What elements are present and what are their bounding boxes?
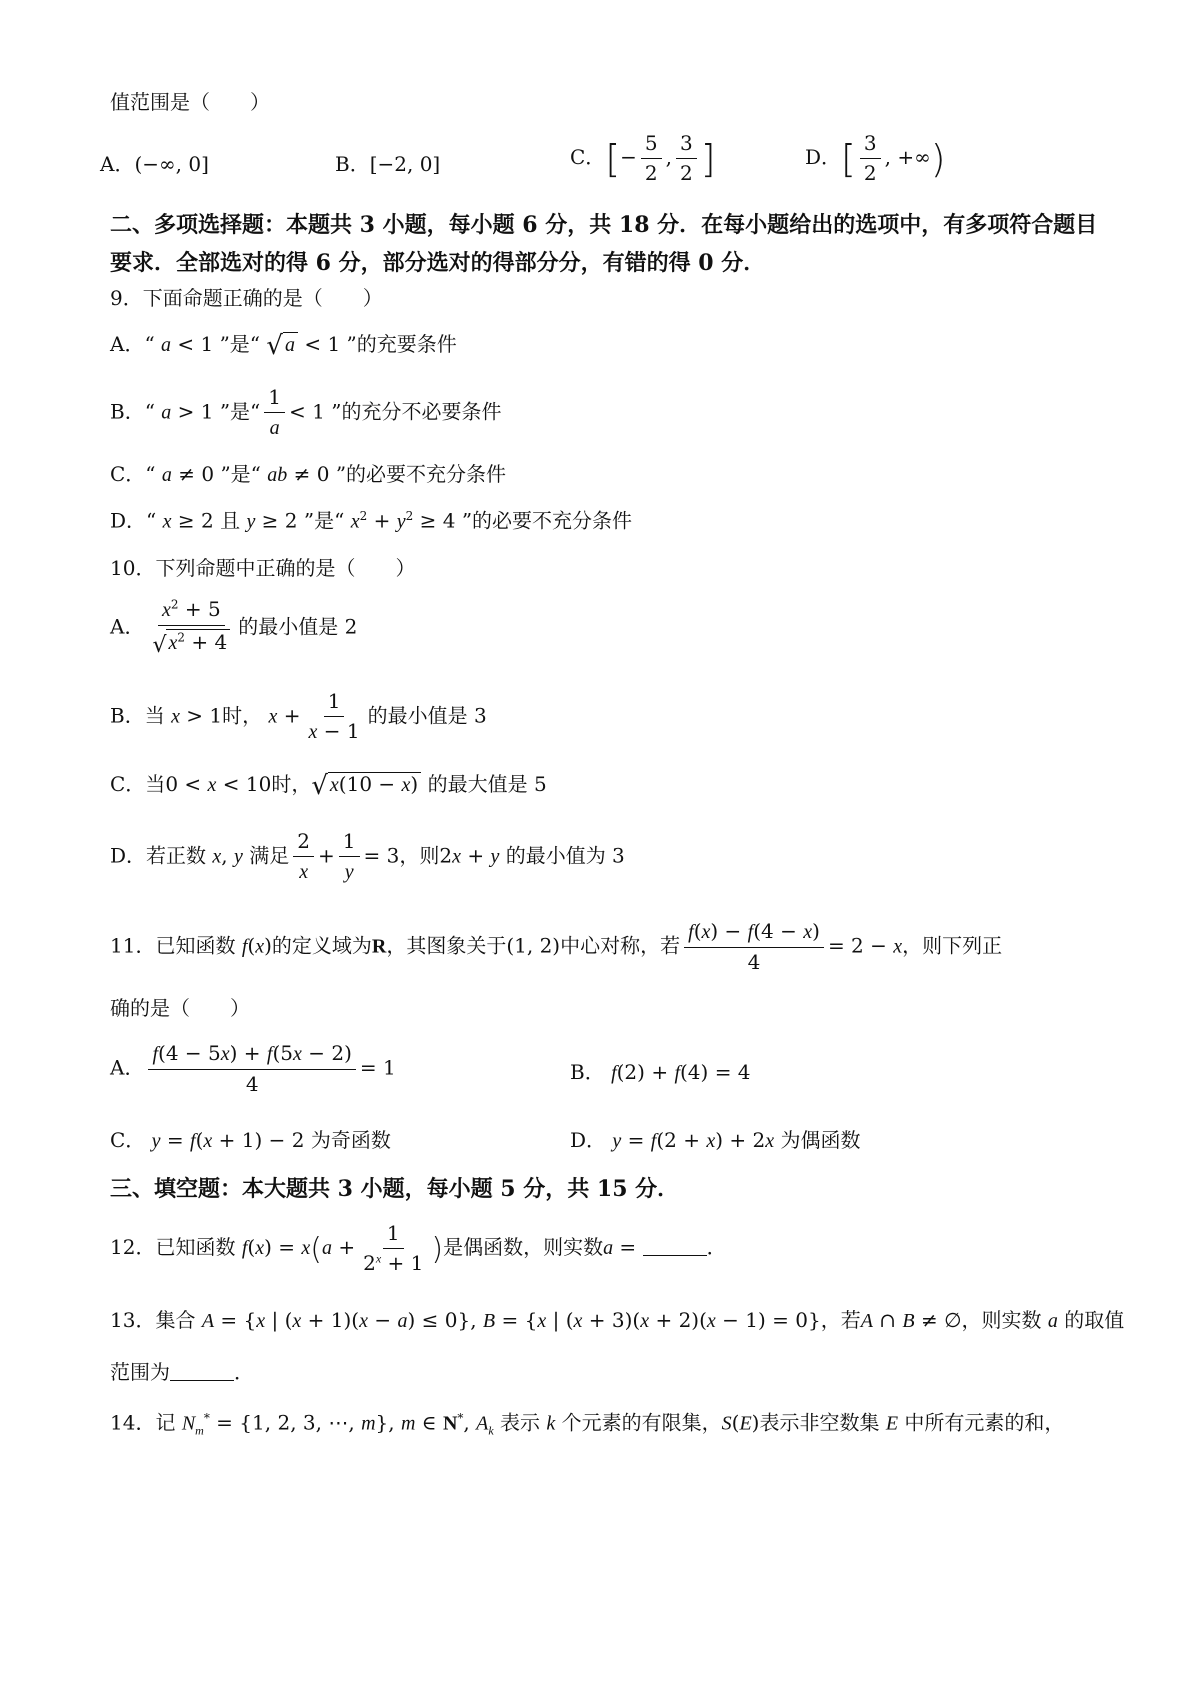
q12-stem: 12．已知函数 f(x) = x(a + $\frac{1}{2^x + 1}$ )是偶函数，则实数a = ． xyxy=(110,1221,727,1275)
q8-stem-tail: 值范围是（ ） xyxy=(110,90,270,114)
q10-option-c: C．当0 < x < 10时，√ x(10 − x) 的最大值是 5 xyxy=(110,771,547,801)
q13-answer-blank[interactable] xyxy=(170,1362,234,1381)
q11-stem-line2: 确的是（ ） xyxy=(110,996,250,1020)
q10-option-d: D．若正数 x, y 满足 $\frac{2}{x}$ + $\frac{1}{y}$ = 3，则2x + y 的最小值为 3 xyxy=(110,829,625,883)
q9-option-c: C．“ a ≠ 0 ”是“ ab ≠ 0 ”的必要不充分条件 xyxy=(110,462,507,486)
q11-option-d: D． y = f(2 + x) + 2x 为偶函数 xyxy=(570,1128,861,1152)
section-3-heading: 三、填空题：本大题共 3 小题，每小题 5 分，共 15 分． xyxy=(110,1176,680,1202)
q8-option-c: C．[− $\frac{5}{2}$ , $\frac{3}{2}$ ] xyxy=(570,131,716,185)
q12-answer-blank[interactable] xyxy=(643,1237,707,1256)
q8-option-a: A．(−∞, 0] xyxy=(100,152,209,176)
q9-stem: 9．下面命题正确的是（ ） xyxy=(110,286,383,310)
q10-stem: 10．下列命题中正确的是（ ） xyxy=(110,556,416,580)
q13-stem-line2: 范围为 ． xyxy=(110,1360,254,1384)
q9-option-d: D．“ x ≥ 2 且 y ≥ 2 ”是“ $x^2 + y^2 \ge 4$ ”的必要不充分条件 xyxy=(110,508,633,533)
q8-option-b: B．[−2, 0] xyxy=(335,152,441,176)
q11-stem: 11．已知函数 f(x)的定义域为R，其图象关于(1, 2)中心对称，若 $\frac{f(x) - f(4 - x)}{4}$ = 2 − x，则下列正 xyxy=(110,919,1003,974)
q10-option-b: B．当 x > 1时， x + $\frac{1}{x - 1}$ 的最小值是 3 xyxy=(110,689,487,743)
q8-option-d: D．[ $\frac{3}{2}$ , +∞) xyxy=(805,131,946,185)
section-2-heading: 二、多项选择题：本题共 3 小题，每小题 6 分，共 18 分．在每小题给出的选项中，有多项符合题目要求．全部选对的得 6 分，部分选对的得部分分，有错的得 0 分． xyxy=(110,212,1098,276)
q11-option-a: A． $\frac{f(4 - 5x) + f(5x - 2)}{4}$ = 1 xyxy=(110,1041,396,1096)
q10-option-a: A． $\frac{x^2 + 5}{√ x^2 + 4}$ 的最小值是 2 xyxy=(110,597,358,658)
q13-stem: 13．集合 A = {x | (x + 1)(x − a) ≤ 0}, B = {x | (x + 3)(x + 2)(x − 1) = 0}，若A ∩ B ≠ ∅，则实数 a 的取值 xyxy=(110,1308,1125,1332)
q14-stem: 14．记 $N_m^* = \{1$, 2, 3, ⋯, m}, m ∈ N*, $A_k$ 表示 k 个元素的有限集，S(E)表示非空数集 E 中所有元素的和， xyxy=(110,1410,1065,1438)
q11-option-c: C． y = f(x + 1) − 2 为奇函数 xyxy=(110,1128,391,1152)
q9-option-b: B．“ a > 1 ”是“ $\frac{1}{a}$ < 1 ”的充分不必要条件 xyxy=(110,385,502,439)
q9-option-a: A．“ a < 1 ”是“ √ a < 1 ”的充要条件 xyxy=(110,331,457,361)
q11-option-b: B． f(2) + f(4) = 4 xyxy=(570,1060,751,1084)
